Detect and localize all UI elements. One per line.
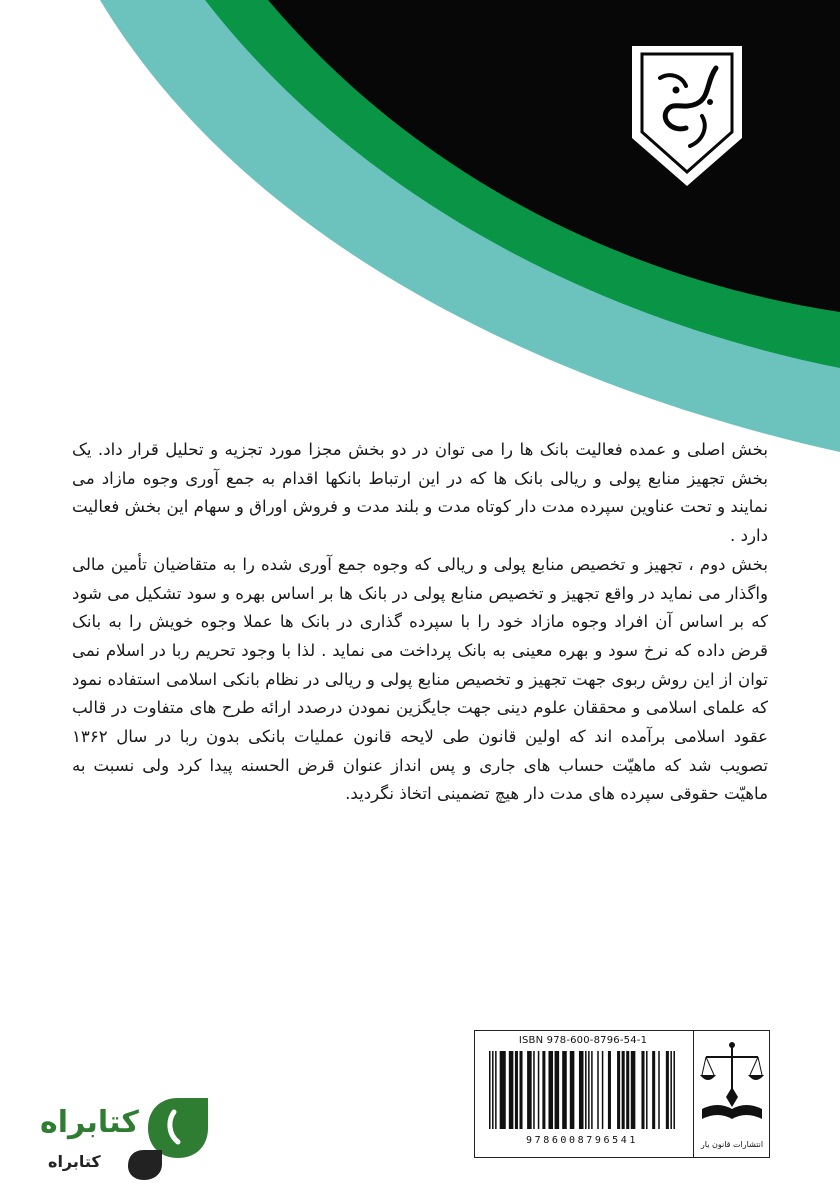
barcode-bar	[646, 1051, 648, 1129]
barcode-bar	[495, 1051, 497, 1129]
publisher-stamp	[693, 1031, 769, 1157]
pen-nib-shape	[726, 1087, 738, 1107]
barcode-bar	[673, 1051, 675, 1129]
back-cover-blurb	[72, 436, 768, 809]
brand-leaf-dark	[128, 1150, 162, 1180]
scale-left-chain	[702, 1057, 706, 1075]
barcode-bar	[626, 1051, 629, 1129]
brand-name-large: کتابراه	[40, 1105, 139, 1140]
barcode-bar	[538, 1051, 540, 1129]
isbn-barcode-panel	[474, 1030, 770, 1158]
barcode-bar	[631, 1051, 636, 1129]
shield-calligraphy-logo-icon	[626, 42, 748, 190]
barcode-bar	[555, 1051, 560, 1129]
scale-top-knob	[729, 1042, 735, 1048]
barcode-bar	[570, 1051, 575, 1129]
barcode-bar	[519, 1051, 522, 1129]
scale-left-pan	[700, 1075, 716, 1080]
publisher-stamp-caption: انتشارات قانون یار	[700, 1140, 764, 1149]
brand-leaf-green	[148, 1098, 208, 1158]
isbn-label: ISBN 978-600-8796-54-1	[518, 1035, 648, 1046]
scale-right-chain	[750, 1057, 758, 1075]
barcode-digits: 9786008796541	[525, 1135, 639, 1146]
barcode-bar	[489, 1051, 491, 1129]
barcode-bar	[597, 1051, 599, 1129]
brand-name-small: کتابراه	[48, 1152, 101, 1171]
scale-right-chain-2	[758, 1057, 762, 1075]
barcode-bar	[515, 1051, 518, 1129]
barcode-bar	[500, 1051, 506, 1129]
logo-dot	[673, 87, 680, 94]
barcode-bar	[579, 1051, 584, 1129]
barcode-bar	[608, 1051, 611, 1129]
logo-shield-shape	[632, 46, 742, 186]
barcode-bar	[641, 1051, 644, 1129]
barcode-bar	[548, 1051, 553, 1129]
scale-left-chain-2	[706, 1057, 714, 1075]
barcode-bar	[509, 1051, 514, 1129]
blurb-paragraph-2: بخش دوم ، تجهیز و تخصیص منابع پولی و ریالی که وجوه جمع آوری شده را به متقاضیان تأمین مالی واگذار می نماید در واقع تجهیز و تخصیص منابع پولی در بانک ها بر اساس بهره و سود تشکیل می شود که بر اساس آن افراد وجوه مازاد خود را با سپرده گذاری در بانک ها عملا وجوه خویش را به بانک قرض داده که نرخ سود و بهره معینی به بانک پرداخت می نماید . لذا با وجود تحریم ربا در اسلام نمی توان از این روش ربوی جهت تجهیز و تخصیص منابع پولی و ریالی در نظام بانکی اسلامی استفاده نمود که علمای اسلامی و محققان علوم دینی جهت جایگزین نمودن درصدد ارائه طرح های متفاوت در قالب عقود اسلامی برآمده اند که اولین قانون طی لایحه قانون عملیات بانکی بدون ربا در سال ۱۳۶۲ تصویب شد که ماهیّت حساب های جاری و پس انداز عنوان قرض الحسنه پیدا کرد ولی نسبت به ماهیّت حقوقی سپرده های مدت دار هیچ تضمینی اتخاذ نگردید.	[72, 554, 768, 804]
barcode-bar	[588, 1051, 590, 1129]
open-book-shape	[702, 1105, 762, 1119]
barcode-bar	[527, 1051, 532, 1129]
barcode-bar	[591, 1051, 593, 1129]
barcode-bar	[617, 1051, 620, 1129]
barcode-bar	[622, 1051, 625, 1129]
barcode-bar	[602, 1051, 604, 1129]
barcode-bar	[670, 1051, 672, 1129]
scales-of-justice-book-icon	[694, 1031, 770, 1131]
barcode-bars	[487, 1051, 677, 1129]
barcode-bar	[542, 1051, 545, 1129]
barcode-bar	[585, 1051, 587, 1129]
barcode-bar	[658, 1051, 660, 1129]
barcode-bar	[562, 1051, 567, 1129]
logo-dot-2	[707, 99, 713, 105]
barcode-bar	[533, 1051, 535, 1129]
blurb-paragraph-1: بخش اصلی و عمده فعالیت بانک ها را می توان در دو بخش مجزا مورد تجزیه و تحلیل قرار داد. یک بخش تجهیز منابع پولی و ریالی بانک ها که در این ارتباط بانکها اقدام به جمع آوری وجوه مازاد می نمایند و تحت عناوین سپرده مدت دار کوتاه مدت و بلند مدت و فروش اوراق و سهام این بخش فعالیت دارد .	[72, 440, 768, 546]
barcode-bar	[666, 1051, 669, 1129]
scale-right-pan	[748, 1075, 764, 1080]
barcode-bar	[492, 1051, 494, 1129]
barcode-bar	[652, 1051, 655, 1129]
